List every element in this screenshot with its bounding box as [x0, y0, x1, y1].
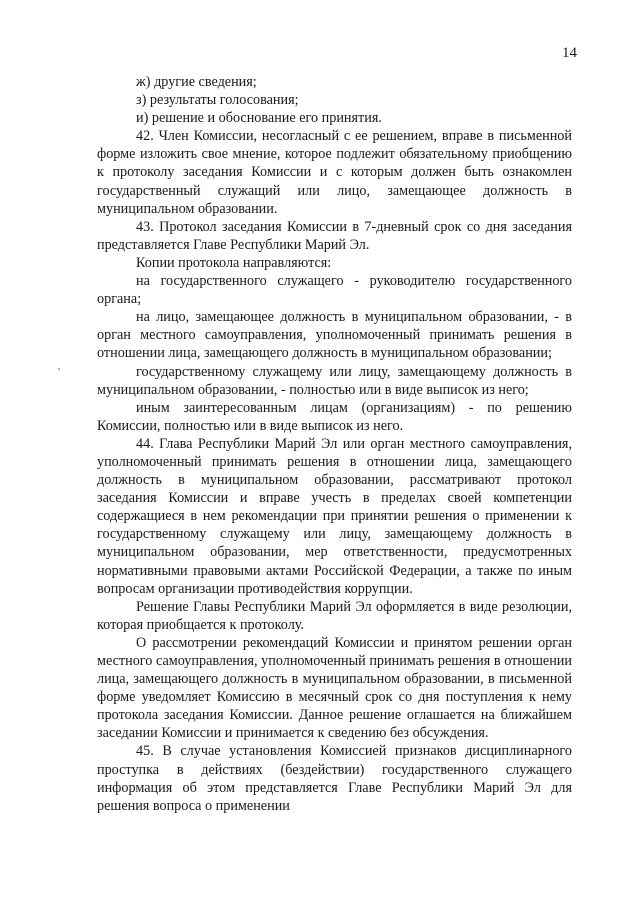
- paragraph-42: 42. Член Комиссии, несогласный с ее решением, вправе в письменной форме изложить свое мнение, которое подлежит обязательному приобщению к протоколу заседания Комиссии и с которым должен быть ознакомлен государственный служащий или лицо, замещающее должность в муниципальном образовании.: [97, 128, 572, 217]
- paragraph-45: 45. В случае установления Комиссией признаков дисциплинарного проступка в действиях (бездействии) государственного служащего информация об этом представляется Главе Республики Марий Эл для решения вопроса о применении: [97, 743, 572, 814]
- page-number: 14: [562, 45, 577, 61]
- list-item-z: з) результаты голосования;: [136, 92, 299, 109]
- scan-artifact: [58, 368, 60, 370]
- document-body: [97, 73, 572, 815]
- paragraph-copies-heading: Копии протокола направляются:: [136, 254, 332, 271]
- paragraph-copy-person: государственному служащему или лицу, замещающему должность в муниципальном образовании, - полностью или в виде выписок из него;: [97, 363, 572, 398]
- paragraph-copy-civil-servant: на государственного служащего - руководителю государственного органа;: [97, 273, 572, 308]
- list-item-zh: ж) другие сведения;: [136, 74, 257, 90]
- paragraph-copy-municipal: на лицо, замещающее должность в муниципальном образовании, - в орган местного самоуправления, уполномоченный принимать решения в отношении лица, замещающего должность в муниципальном образовании;: [97, 309, 572, 362]
- paragraph-44: 44. Глава Республики Марий Эл или орган местного самоуправления, уполномоченный принимать решения в отношении лица, замещающего должность в муниципальном образовании, рассматривают протокол заседания Комиссии и вправе учесть в пределах своей компетенции содержащиеся в нем рекомендации при принятии решения о применении к государственному служащему или лицу, замещающему должность в муниципальном образовании, мер ответственности, предусмотренных нормативными правовыми актами Российской Федерации, а также по иным вопросам организации противодействия коррупции.: [97, 435, 572, 597]
- paragraph-copy-others: иным заинтересованным лицам (организациям) - по решению Комиссии, полностью или в виде выписок из него.: [97, 399, 572, 434]
- paragraph-resolution: Решение Главы Республики Марий Эл оформляется в виде резолюции, которая приобщается к протоколу.: [97, 598, 572, 633]
- paragraph-recommendations: О рассмотрении рекомендаций Комиссии и принятом решении орган местного самоуправления, уполномоченный принимать решения в отношении лица, замещающего должность в муниципальном образовании, в письменной форме уведомляет Комиссию в месячный срок со дня поступления к нему протокола заседания Комиссии. Данное решение оглашается на ближайшем заседании Комиссии и принимается к сведению без обсуждения.: [97, 634, 572, 742]
- paragraph-43: 43. Протокол заседания Комиссии в 7-дневный срок со дня заседания представляется Главе Республики Марий Эл.: [97, 218, 572, 253]
- list-item-i: и) решение и обоснование его принятия.: [136, 110, 382, 127]
